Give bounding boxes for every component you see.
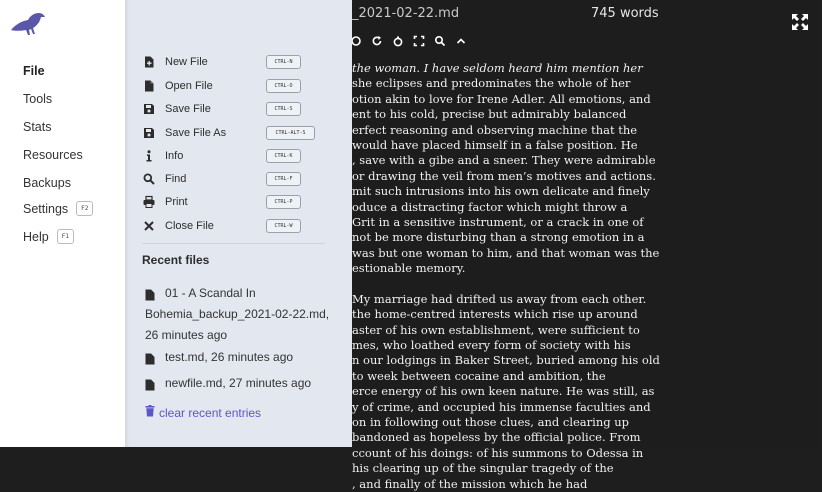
text-line: , and finally of the mission which he had: [352, 476, 588, 491]
text-line: ccount of his doings: of his summons to Odessa in: [352, 445, 644, 460]
shortcut-badge: CTRL-ALT-S: [266, 126, 315, 140]
recent-files-title: Recent files: [142, 253, 210, 267]
text-line: mit such intrusions into his own delicate and finely: [352, 184, 650, 199]
bomb-icon[interactable]: [387, 33, 408, 49]
redo-icon[interactable]: [366, 33, 387, 49]
menu-item-label: Save File As: [165, 127, 227, 139]
text-line: aster of his own establishment, were sufficient to: [352, 322, 640, 337]
menu-item-label: Print: [165, 196, 188, 208]
menu-item-new-file[interactable]: [142, 54, 302, 70]
text-line: bandoned as hopeless by the official police. From: [352, 430, 641, 445]
menu-item-label: Save File: [165, 103, 211, 115]
shortcut-badge: CTRL-K: [266, 149, 301, 163]
trash-icon: [145, 405, 155, 420]
save-icon: [142, 102, 156, 116]
menu-item-label: Close File: [165, 220, 214, 232]
shortcut-badge: CTRL-S: [266, 102, 301, 116]
recent-file-text: test.md, 26 minutes ago: [165, 350, 294, 364]
recent-file-item[interactable]: [145, 347, 345, 368]
menu-item-save-file-as[interactable]: [142, 125, 306, 141]
new-file-icon: [142, 55, 156, 69]
sidebar-item-settings[interactable]: [23, 201, 93, 216]
shortcut-badge: CTRL-W: [266, 219, 301, 233]
text-line: Grit in a sensitive instrument, or a crack in one of: [352, 214, 644, 229]
menu-item-label: New File: [165, 56, 208, 68]
sidebar-item-backups[interactable]: [23, 176, 71, 190]
menu-item-find[interactable]: [142, 171, 302, 187]
info-icon: [142, 149, 156, 163]
file-icon: [145, 287, 155, 299]
menu-item-label: Find: [165, 173, 187, 185]
sidebar-item-file[interactable]: [23, 64, 45, 78]
search-icon: [142, 172, 156, 186]
sidebar-item-label: Stats: [23, 120, 52, 134]
text-line: y of crime, and occupied his immense faculties and: [352, 399, 651, 414]
sidebar-item-label: Settings: [23, 201, 69, 216]
sidebar-item-label: File: [23, 64, 45, 78]
text-line: on in following out those clues, and clearing up: [352, 414, 630, 429]
file-icon: [145, 351, 155, 363]
menu-item-label: Open File: [165, 80, 213, 92]
text-line: ent to his cold, precise but admirably balanced: [352, 107, 627, 122]
text-line: erce energy of his own keen nature. He was still, as: [352, 384, 655, 399]
editor-toolbar: [345, 33, 471, 49]
text-line: otion akin to love for Irene Adler. All emotions, and: [352, 91, 651, 106]
clear-recent-label: clear recent entries: [159, 405, 262, 420]
recent-file-item[interactable]: [145, 373, 345, 394]
sidebar-item-tools[interactable]: [23, 92, 52, 106]
save-as-icon: [142, 126, 156, 140]
sidebar-item-label: Resources: [23, 148, 83, 162]
menu-item-open-file[interactable]: [142, 78, 302, 94]
text-line: his clearing up of the singular tragedy of the: [352, 461, 614, 476]
sidebar: [0, 0, 125, 447]
sidebar-item-label: Help: [23, 229, 49, 244]
shortcut-badge: CTRL-P: [266, 195, 301, 209]
chevron-up-icon[interactable]: [450, 33, 471, 49]
expand-icon[interactable]: [408, 33, 429, 49]
menu-item-save-file[interactable]: [142, 101, 302, 117]
menu-item-print[interactable]: [142, 194, 302, 210]
menu-item-info[interactable]: [142, 148, 302, 164]
document-title: _2021-02-22.md: [352, 6, 460, 21]
sidebar-item-label: Backups: [23, 176, 71, 190]
shortcut-badge: CTRL-F: [266, 172, 301, 186]
search-icon[interactable]: [429, 33, 450, 49]
sidebar-item-label: Tools: [23, 92, 53, 106]
text-line: estionable memory.: [352, 261, 466, 276]
sidebar-item-resources[interactable]: [23, 148, 83, 162]
print-icon: [142, 195, 156, 209]
shortcut-badge: F2: [76, 201, 93, 216]
file-icon: [145, 377, 155, 389]
sidebar-item-help[interactable]: [23, 229, 74, 244]
shortcut-badge: F1: [57, 229, 74, 244]
text-line: or drawing the veil from men’s motives and actions.: [352, 168, 656, 183]
text-line: she eclipses and predominates the whole of her: [352, 76, 631, 91]
text-line: My marriage had drifted us away from each other.: [352, 291, 647, 306]
text-line: would have placed himself in a false position. He: [352, 137, 638, 152]
file-menu-panel: [125, 0, 352, 447]
text-line: oduce a distracting factor which might throw a: [352, 199, 628, 214]
editor-text[interactable]: [352, 61, 822, 492]
text-line: to week between cocaine and ambition, the: [352, 368, 606, 383]
sidebar-item-stats[interactable]: [23, 120, 52, 134]
raven-logo-icon: [10, 10, 46, 38]
text-line: , save with a gibe and a sneer. They were admirable: [352, 153, 656, 168]
text-line: erfect reasoning and observing machine that the: [352, 122, 638, 137]
clear-recent-button[interactable]: [145, 405, 261, 420]
text-line: not be more disturbing than a strong emotion in a: [352, 230, 645, 245]
recent-file-text: newfile.md, 27 minutes ago: [165, 376, 312, 390]
recent-file-text: 01 - A Scandal In Bohemia_backup_2021-02-22.md, 26 minutes ago: [145, 286, 330, 342]
paragraph-gap: [352, 276, 822, 291]
text-line: the woman. I have seldom heard him mention her: [352, 61, 643, 75]
recent-file-item[interactable]: [145, 283, 345, 346]
word-count: 745 words: [591, 6, 659, 21]
text-line: the home-centred interests which rise up around: [352, 307, 638, 322]
menu-item-label: Info: [165, 150, 184, 162]
close-icon: [142, 219, 156, 233]
shortcut-badge: CTRL-O: [266, 79, 301, 93]
open-file-icon: [142, 79, 156, 93]
text-line: was but one woman to him, and that woman was the: [352, 245, 660, 260]
text-line: n our lodgings in Baker Street, buried among his old: [352, 353, 660, 368]
fullscreen-icon[interactable]: [790, 12, 810, 32]
text-line: mes, who loathed every form of society with his: [352, 338, 631, 353]
menu-item-close-file[interactable]: [142, 218, 302, 234]
shortcut-badge: CTRL-N: [266, 55, 301, 69]
divider: [142, 243, 325, 244]
